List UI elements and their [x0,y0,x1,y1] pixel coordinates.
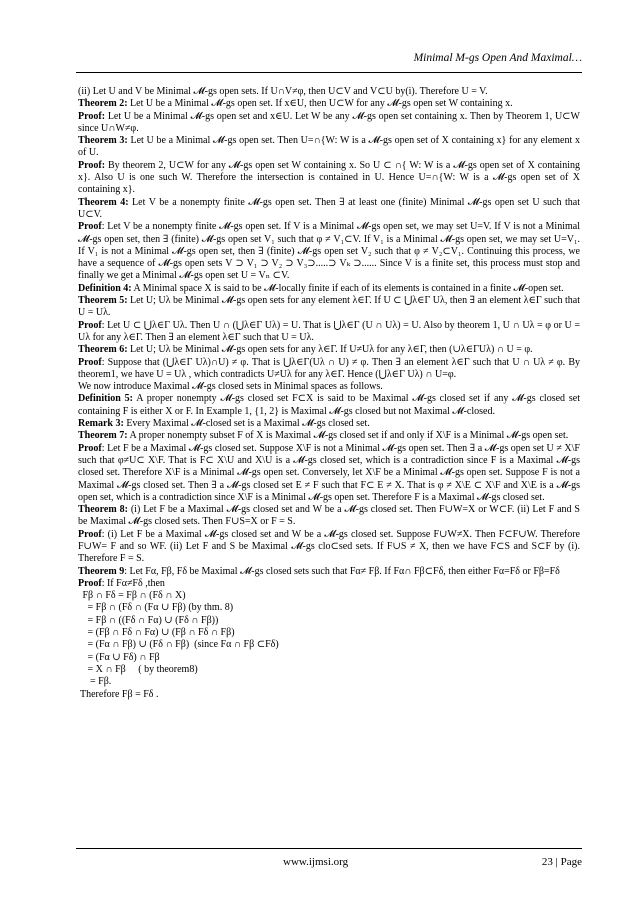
paragraph [78,135,580,160]
final-proof-heading [78,578,580,590]
paragraph [78,566,580,578]
paragraph-label: Theorem 3: [78,135,128,147]
paragraph [78,504,580,529]
paragraph-label: Proof: [78,110,106,122]
paragraph [78,357,580,382]
header-rule [76,72,582,73]
paragraph [78,86,580,98]
paragraph [78,295,580,320]
paragraph-label: Proof: [78,159,106,171]
paragraph-label: Proof [78,442,102,454]
paragraph-label: Proof [78,356,102,368]
footer-rule [76,848,582,849]
paragraph-text: By theorem 2, U⊂W for any 𝓜-gs open set W containing x. So U ⊂ ∩{ W: W is a 𝓜-gs open set of X containing x}. Also U is one such W. Therefore the intersection is contained in U. Hence U=∩{W: W is a 𝓜-gs open set of X containing x}. [78,159,580,196]
paragraph [78,160,580,197]
paragraph-text: A proper nonempty subset F of X is Maximal 𝓜-gs closed set if and only if X\F is a Minimal 𝓜-gs open set. [127,430,569,442]
paragraph [78,221,580,282]
paragraph-text: Let V be a nonempty finite 𝓜-gs open set. Then ∃ at least one (finite) Minimal 𝓜-gs open set U such that U⊂V. [78,196,580,220]
paragraph-text: Let U; Uλ be Minimal 𝓜-gs open sets for any element λ∈Γ. If U ⊂ ⋃λ∈Γ Uλ, then ∃ an element λ∈Γ such that U = Uλ. [78,295,580,319]
proof-line: = (Fα ∪ Fδ) ∩ Fβ [80,651,160,663]
paragraph [78,111,580,136]
paragraph-text: A Minimal space X is said to be 𝓜-locally finite if each of its elements is contained in a finite 𝓜-open set. [131,282,564,294]
paragraph-label: Theorem 4: [78,196,129,208]
paragraph-text: : Let U ⊂ ⋃λ∈Γ Uλ. Then U ∩ (⋃λ∈Γ Uλ) = U. That is ⋃λ∈Γ (U ∩ Uλ) = U. Also by theorem 1, U ∩ Uλ = φ or U = Uλ for any λ∈Γ. Then ∃ an element λ∈Γ such that U = Uλ. [78,319,580,343]
paragraph-text: Let U; Uλ be Minimal 𝓜-gs open sets for any λ∈Γ. If U≠Uλ for any λ∈Γ, then (∪λ∈ΓUλ) ∩ U = φ. [127,344,533,356]
paragraph-text: (ii) Let U and V be Minimal 𝓜-gs open sets. If U∩V≠φ, then U⊂V and V⊂U by(i). Therefore U = V. [78,86,488,97]
paragraph-label: Theorem 9 [78,565,125,577]
paragraph-label: Definition 4: [78,282,132,294]
running-header: Minimal M-gs Open And Maximal… [413,52,582,64]
proof-line: = Fβ. [80,676,112,688]
proof-line: = (Fα ∩ Fβ) ∪ (Fδ ∩ Fβ) (since Fα ∩ Fβ ⊂Fδ) [80,639,279,651]
paragraph-text: Let U be a Minimal 𝓜-gs open set and x∈U. Let W be any 𝓜-gs open set containing x. Then by Theorem 1, U⊂W since U∩W≠φ. [78,110,580,134]
paragraph [78,320,580,345]
footer-url: www.ijmsi.org [283,856,349,868]
paper-body [78,86,580,701]
paragraph [78,381,580,393]
proof-line: = (Fβ ∩ Fδ ∩ Fα) ∪ (Fβ ∩ Fδ ∩ Fβ) [80,627,235,639]
paragraph-label: Proof [78,221,102,233]
paragraph-label: Definition 5: [78,393,133,405]
footer-page-number: 23 | Page [541,856,582,868]
proof-line: Fβ ∩ Fδ = Fβ ∩ (Fδ ∩ X) [80,590,186,602]
proof-line: Therefore Fβ = Fδ . [80,688,159,700]
paragraph [78,418,580,430]
paragraph-label: Theorem 2: [78,98,128,110]
paragraph-label: Remark 3: [78,418,124,430]
paragraph [78,430,580,442]
paragraph-label: Theorem 5: [78,295,128,307]
paragraph [78,443,580,504]
paragraph-text: (i) Let F be a Maximal 𝓜-gs closed set and W be a 𝓜-gs closed set. Then F∪W=X or W⊂F. (ii) Let F and S be Maximal 𝓜-gs closed sets. Then F∪S=X or F = S. [78,504,580,528]
proof-line: = X ∩ Fβ ( by theorem8) [80,663,198,675]
paragraph-text: : Let V be a nonempty finite 𝓜-gs open set. If V is a Minimal 𝓜-gs open set, we may set U=V. If V is not a Minimal 𝓜-gs open set, then ∃ (finite) 𝓜-gs open set V₁ such that φ ≠ V₁⊂V. If V₁ is a Minimal 𝓜-gs open set, we may set U=V₁. If V₁ is not a Minimal 𝓜-gs open set, then ∃ (finite) 𝓜-gs open set V₂ such that φ ≠ V₂⊂V₁. Continuing this process, we have a sequence of 𝓜-gs open sets V ⊃ V₁ ⊃ V₂ ⊃ V₃⊃.....⊃ Vₖ ⊃...... Since V is a finite set, this process must stop and finally we get a Minimal 𝓜-gs open set U = Vₙ ⊂V. [78,221,580,282]
paragraph-label: Proof [78,319,102,331]
final-proof-text: : If Fα≠Fδ ,then [101,577,165,589]
paragraph-text: We now introduce Maximal 𝓜-gs closed sets in Minimal spaces as follows. [78,381,383,393]
final-proof-label: Proof [78,577,102,589]
paragraph-text: Every Maximal 𝓜-closed set is a Maximal 𝓜-gs closed set. [123,418,370,430]
proof-line: = Fβ ∩ (Fδ ∩ (Fα ∪ Fβ) (by thm. 8) [80,602,234,614]
paragraph-label: Theorem 6: [78,344,128,356]
paragraph-text: Let U be a Minimal 𝓜-gs open set. Then U=∩{W: W is a 𝓜-gs open set of X containing x} for any element x of U. [78,135,580,159]
paragraph-text: : Suppose that (⋃λ∈Γ Uλ)∩U) ≠ φ. That is ⋃λ∈Γ(Uλ ∩ U) ≠ φ. Then ∃ an element λ∈Γ such that U ∩ Uλ ≠ φ. By theorem1, we have U = Uλ , which contradicts U≠Uλ for any λ∈Γ. Hence (⋃λ∈Γ Uλ) ∩ U=φ. [78,356,580,380]
paragraph-text: : Let F be a Maximal 𝓜-gs closed set. Suppose X\F is not a Minimal 𝓜-gs open set. Then ∃ a 𝓜-gs open set U ≠ X\F such that φ≠U⊂ X\F. That is F⊂ X\U and X\U is a 𝓜-gs closed set, which is a contradiction since F is a Maximal 𝓜-gs closed set. Therefore X\F is a Minimal 𝓜-gs open set. Conversely, let X\F be a Minimal 𝓜-gs open set. Suppose F is not a Maximal 𝓜-gs closed set. Then ∃ a 𝓜-gs closed set E ≠ F such that F⊂ E ≠ X. That is φ ≠ X\E ⊂ X\F and X\E is a 𝓜-gs open set, which is a contradiction since X\F is a Minimal 𝓜-gs open set. Therefore F is a Maximal 𝓜-gs closed set. [78,442,580,503]
paragraph-text: : (i) Let F be a Maximal 𝓜-gs closed set and W be a 𝓜-gs closed set. Suppose F∪W≠X. Then F⊂F∪W. Therefore F∪W= F and so WF. (ii) Let F and S be Maximal 𝓜-gs clo⊂sed sets. If F∪S ≠ X, then we have F⊂S and S⊂F by (i). Therefore F = S. [78,528,580,565]
paragraph [78,98,580,110]
paragraph-label: Theorem 8: [78,504,128,516]
proof-line: = Fβ ∩ ((Fδ ∩ Fα) ∪ (Fδ ∩ Fβ)) [80,614,219,626]
paragraph [78,393,580,418]
paragraph [78,197,580,222]
paragraph-label: Theorem 7: [78,430,128,442]
paragraph-label: Proof [78,528,102,540]
paragraph-text: A proper nonempty 𝓜-gs closed set F⊂X is said to be Maximal 𝓜-gs closed set if any 𝓜-gs closed set containing F is either X or F. In Example 1, {1, 2} is Maximal 𝓜-gs closed but not Maximal 𝓜-closed. [78,393,580,417]
paragraph-text: : Let Fα, Fβ, Fδ be Maximal 𝓜-gs closed sets such that Fα≠ Fβ. If Fα∩ Fβ⊂Fδ, then either Fα=Fδ or Fβ=Fδ [124,565,560,577]
paragraph [78,283,580,295]
paragraph-text: Let U be a Minimal 𝓜-gs open set. If x∈U, then U⊂W for any 𝓜-gs open set W containing x. [127,98,513,110]
paragraph [78,529,580,566]
paragraph [78,344,580,356]
